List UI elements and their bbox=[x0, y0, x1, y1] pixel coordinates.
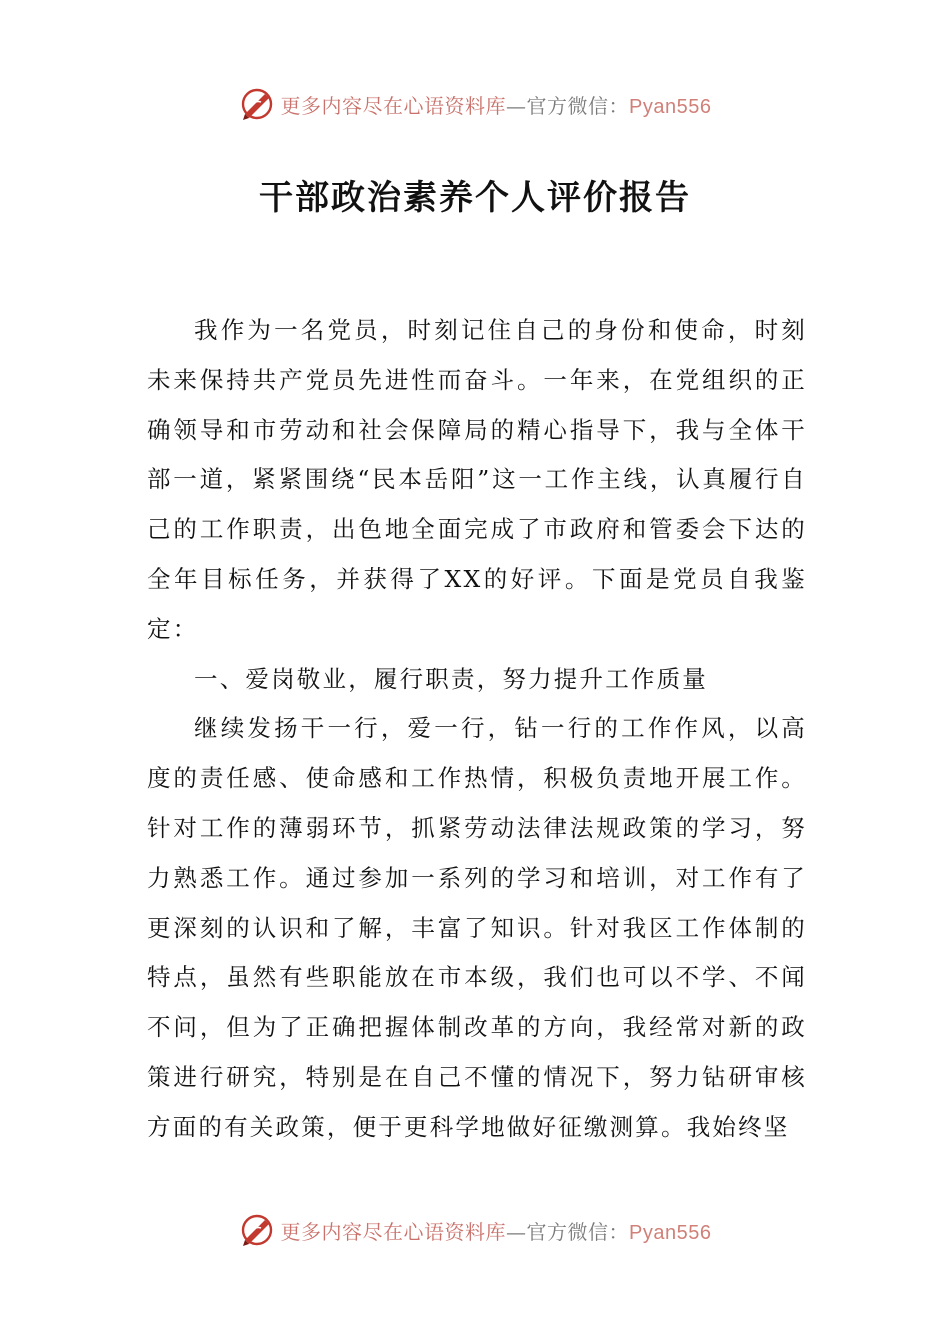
section-heading-1: 一、爱岗敬业，履行职责，努力提升工作质量 bbox=[194, 664, 708, 693]
watermark-text bbox=[281, 90, 712, 119]
watermark-wechat-label: 官方微信： bbox=[526, 1219, 630, 1244]
footer-watermark bbox=[0, 1208, 950, 1252]
watermark-wechat-id: Pyan556 bbox=[629, 95, 712, 118]
watermark-site: 更多内容尽在心语资料库 bbox=[280, 93, 507, 118]
watermark-separator: — bbox=[506, 93, 527, 118]
document-body bbox=[147, 306, 807, 1153]
watermark-site: 更多内容尽在心语资料库 bbox=[280, 1219, 507, 1244]
watermark-wechat-label: 官方微信： bbox=[526, 93, 630, 118]
watermark-wechat-id: Pyan556 bbox=[629, 1221, 712, 1244]
watermark-text bbox=[281, 1216, 712, 1245]
paragraph-section-1: 继续发扬干一行，爱一行，钻一行的工作作风，以高度的责任感、使命感和工作热情，积极负责地开展工作。针对工作的薄弱环节，抓紧劳动法律法规政策的学习，努力熟悉工作。通过参加一系列的学习和培训，对工作有了更深刻的认识和了解，丰富了知识。针对我区工作体制的特点，虽然有些职能放在市本级，我们也可以不学、不闻不问，但为了正确把握体制改革的方向，我经常对新的政策进行研究，特别是在自己不懂的情况下，努力钻研审核方面的有关政策，便于更科学地做好征缴测算。我始终坚 bbox=[147, 714, 807, 1141]
watermark-separator: — bbox=[506, 1219, 527, 1244]
pen-logo-icon bbox=[239, 1212, 275, 1248]
header-watermark bbox=[0, 82, 950, 126]
document-title: 干部政治素养个人评价报告 bbox=[259, 178, 691, 218]
paragraph-intro: 我作为一名党员，时刻记住自己的身份和使命，时刻未来保持共产党员先进性而奋斗。一年来，在党组织的正确领导和市劳动和社会保障局的精心指导下，我与全体干部一道，紧紧围绕“民本岳阳”这一工作主线，认真履行自己的工作职责，出色地全面完成了市政府和管委会下达的全年目标任务，并获得了XX的好评。下面是党员自我鉴定： bbox=[147, 316, 807, 643]
pen-logo-icon bbox=[239, 86, 275, 122]
